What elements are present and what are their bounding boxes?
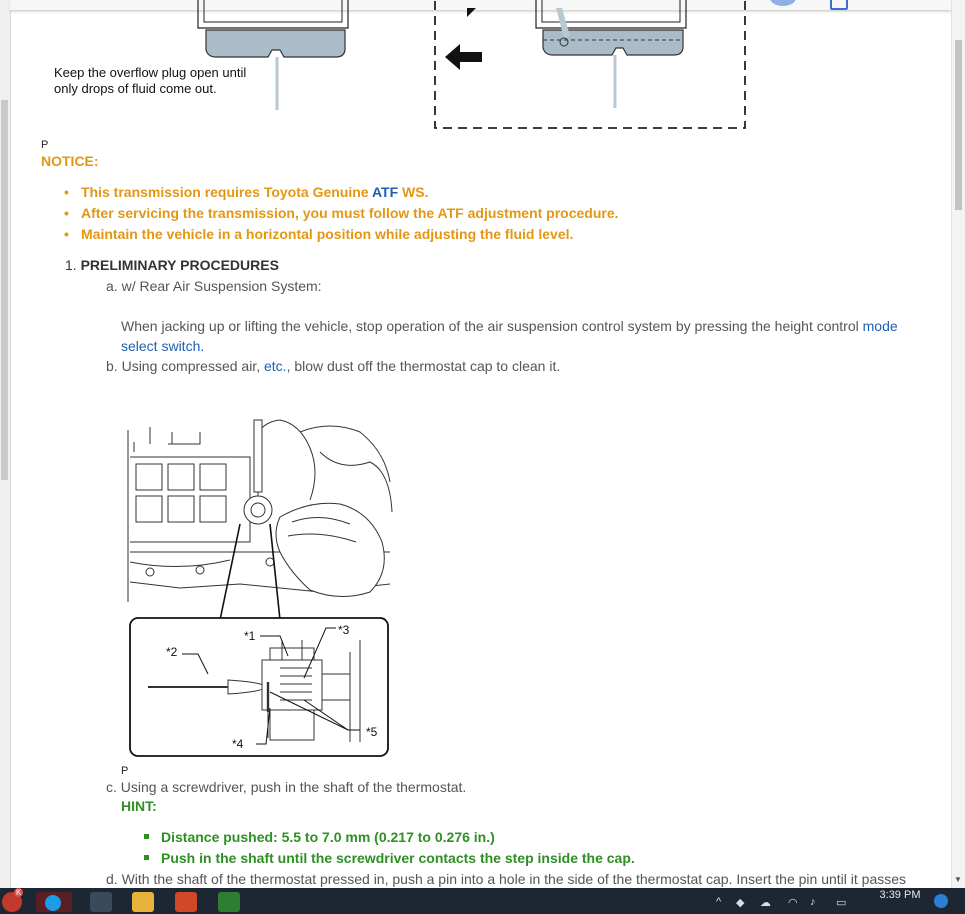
step-a-letter: a. [106, 278, 118, 294]
atf-link[interactable]: ATF [371, 184, 399, 200]
thermostat-figure [120, 412, 400, 762]
notice-item-text: WS. [398, 184, 429, 200]
step-a-detail-text: When jacking up or lifting the vehicle, stop operation of the air suspension control system by pressing the height control [121, 318, 863, 334]
step-a [106, 276, 322, 296]
figure2-marker: P [121, 765, 129, 777]
figure1-caption [54, 65, 274, 97]
step-a-detail [121, 316, 921, 356]
callout-5: *5 [366, 725, 378, 739]
hint-list [144, 828, 635, 870]
step-b [106, 356, 560, 376]
notice-item: • Maintain the vehicle in a horizontal position while adjusting the fluid level. [64, 225, 619, 246]
notice-item [64, 183, 619, 204]
dropbox-icon[interactable]: ◆ [736, 897, 745, 909]
notice-list [64, 183, 619, 246]
step-c-text: Using a screwdriver, push in the shaft of the thermostat. [120, 779, 467, 795]
vertical-scrollbar[interactable] [951, 0, 965, 888]
app-k-icon[interactable] [2, 888, 22, 912]
step-b-text: Using compressed air, [121, 358, 264, 374]
hint-heading: HINT: [121, 798, 157, 814]
notice-heading: NOTICE: [41, 153, 99, 169]
etc-link[interactable]: etc. [263, 358, 287, 374]
tray-chevron-icon[interactable]: ^ [716, 896, 722, 908]
hint-item: Distance pushed: 5.5 to 7.0 mm (0.217 to 0.276 in.) [144, 828, 635, 849]
figure1-caption-line2: only drops of fluid come out. [54, 81, 217, 96]
hint-item: Push in the shaft until the screwdriver contacts the step inside the cap. [144, 849, 635, 870]
step-d-text: With the shaft of the thermostat pressed in, push a pin into a hole in the side of the thermostat cap. Insert the pin until it passes [121, 871, 907, 887]
taskbar-clock[interactable]: 3:39 PM [879, 889, 921, 901]
cloud-icon[interactable]: ☁ [760, 897, 771, 909]
step-d [106, 869, 906, 889]
callout-2: *2 [166, 645, 178, 659]
step-c-letter: c. [106, 779, 117, 795]
app-k-badge: K [16, 888, 22, 897]
scroll-down-arrow-icon[interactable]: ▼ [954, 875, 962, 884]
step-d-letter: d. [106, 871, 118, 887]
callout-4: *4 [232, 737, 244, 751]
office-icon[interactable] [175, 892, 197, 912]
calculator-icon[interactable] [90, 892, 112, 912]
step-a-detail-end: . [200, 338, 205, 354]
procedure-number: 1. [65, 257, 77, 273]
mode-link[interactable]: mode [862, 318, 898, 334]
scrollbar-thumb[interactable] [955, 40, 962, 210]
step-c [106, 777, 466, 797]
select-switch-link[interactable]: select switch [121, 338, 201, 354]
figure1-caption-line1: Keep the overflow plug open until [54, 65, 247, 80]
step-b-letter: b. [106, 358, 118, 374]
procedure-heading [65, 257, 279, 273]
volume-icon[interactable]: ♪ [810, 896, 816, 908]
wifi-icon[interactable]: ◠ [788, 897, 798, 909]
procedure-title: PRELIMINARY PROCEDURES [80, 257, 279, 273]
battery-icon[interactable]: ▭ [836, 897, 847, 909]
file-explorer-icon[interactable] [132, 892, 154, 912]
notice-item-text: This transmission requires Toyota Genuine [81, 184, 372, 200]
step-b-text-end: , blow dust off the thermostat cap to clean it. [286, 358, 561, 374]
app-green-icon[interactable] [218, 892, 240, 912]
step-a-text: w/ Rear Air Suspension System: [121, 278, 322, 294]
taskbar [0, 888, 965, 914]
skype-icon[interactable] [36, 892, 72, 912]
notification-icon[interactable] [934, 894, 948, 908]
callout-3: *3 [338, 623, 350, 637]
callout-1: *1 [244, 629, 256, 643]
notice-item: • After servicing the transmission, you must follow the ATF adjustment procedure. [64, 204, 619, 225]
page-marker-top: P [41, 139, 49, 151]
